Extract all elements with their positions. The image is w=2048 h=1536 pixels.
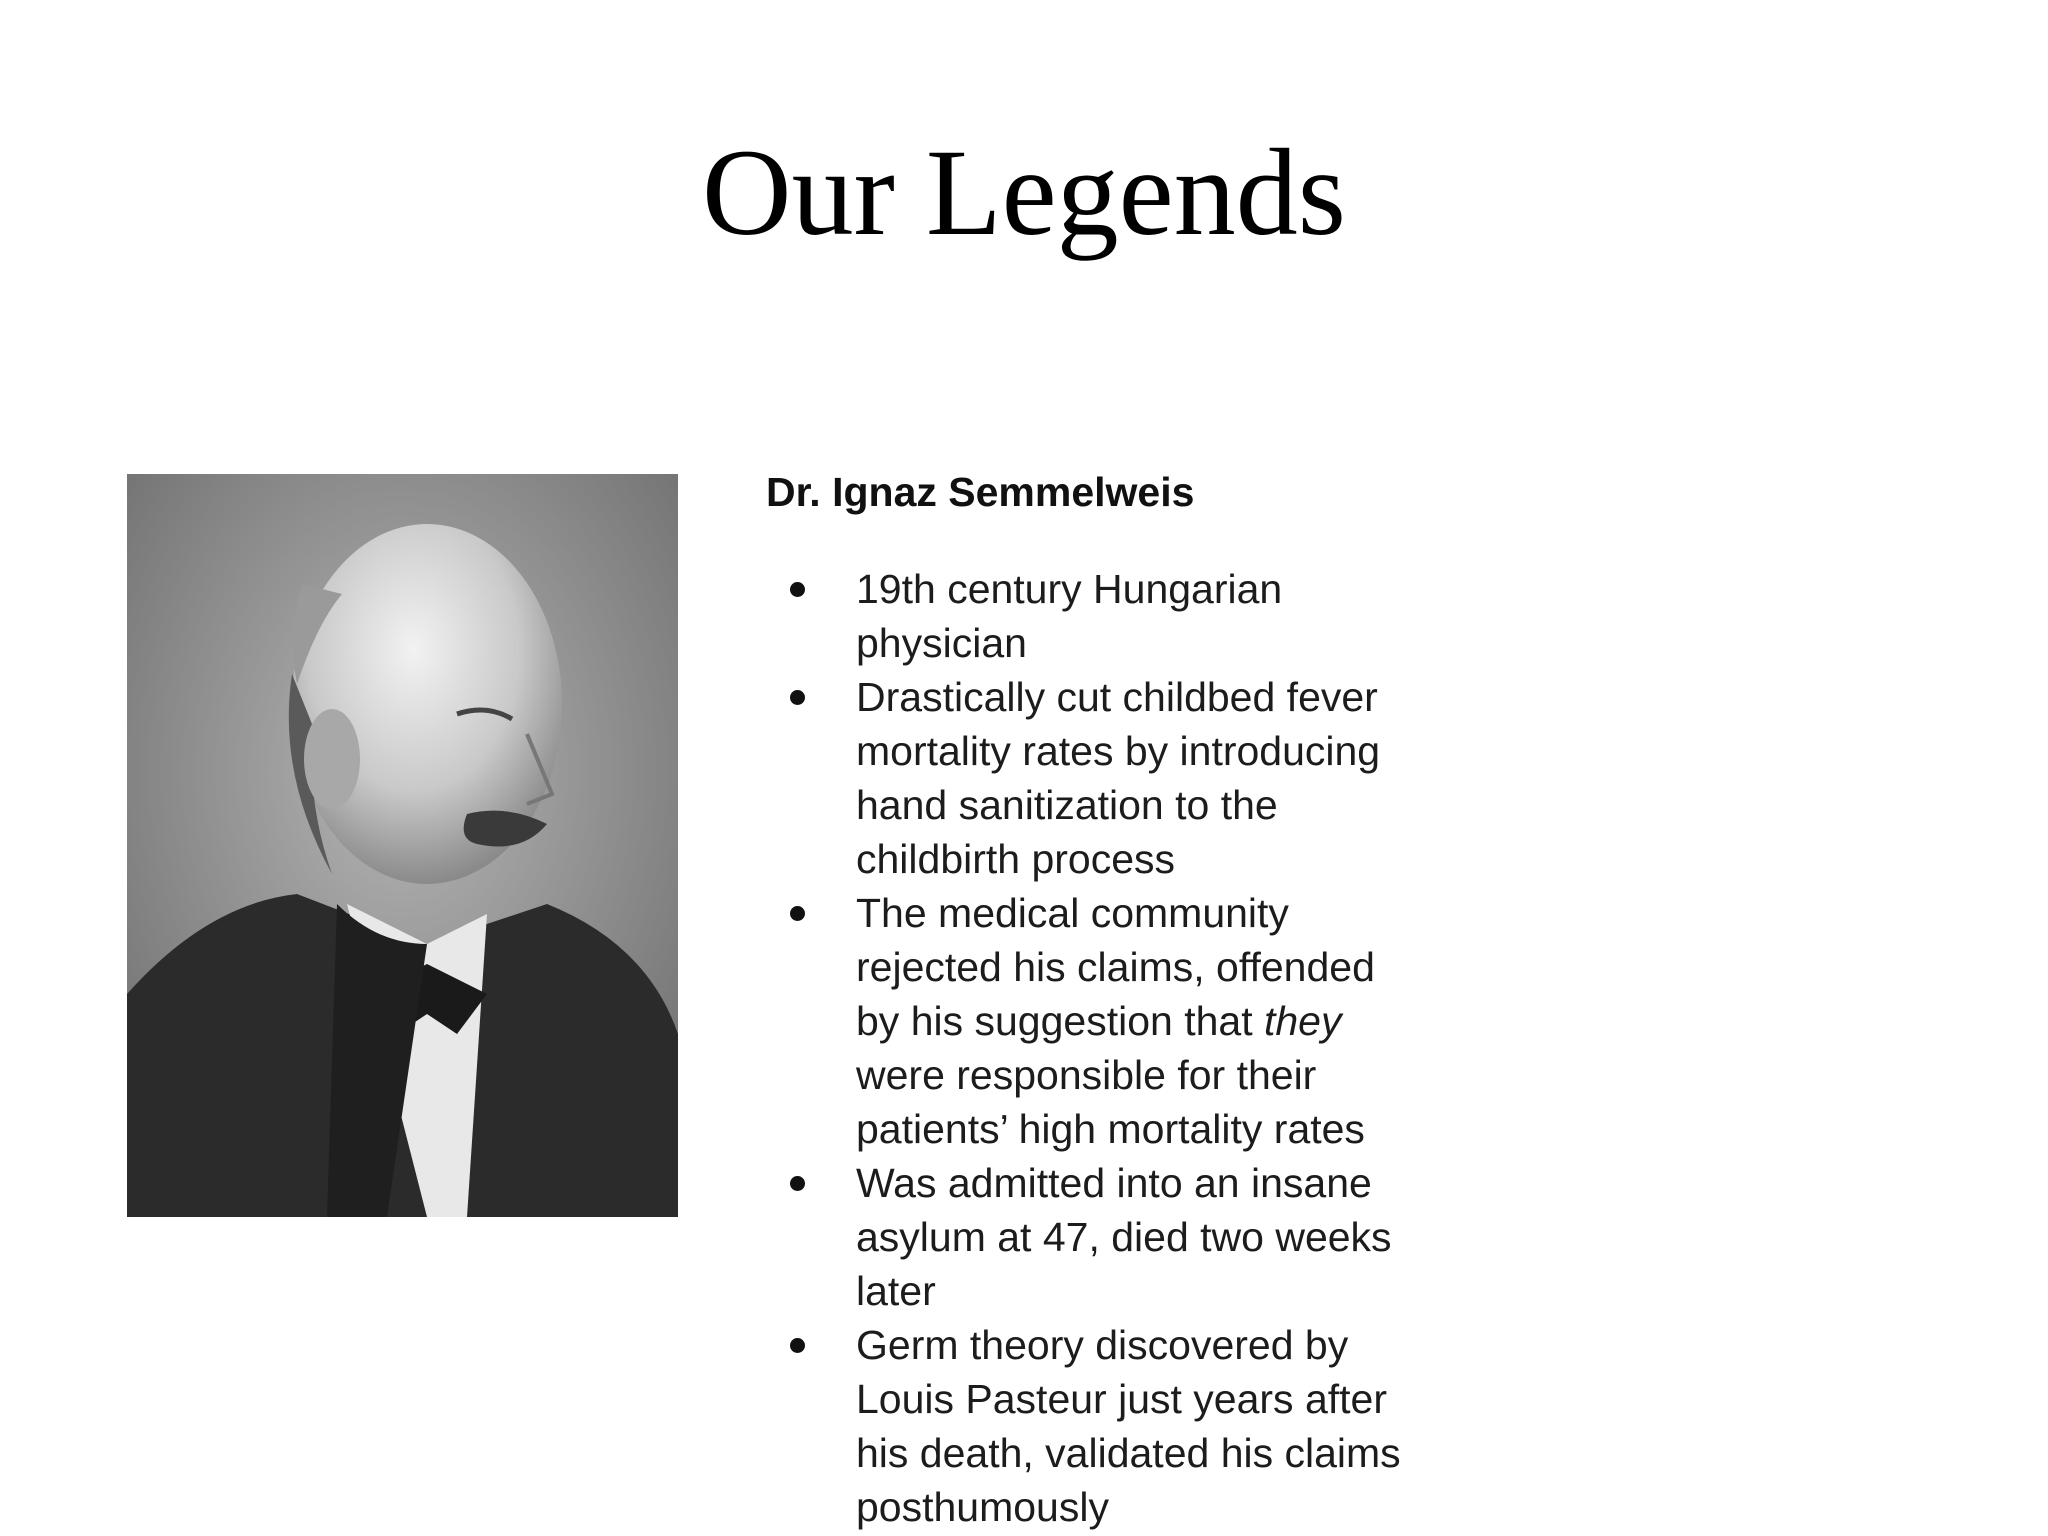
profile-text-block [766, 462, 1866, 1534]
bullet-text [856, 890, 1375, 1152]
bullet-dot-icon [790, 1338, 805, 1353]
bullet-dot-icon [790, 906, 805, 921]
portrait-photo-icon [127, 474, 678, 1217]
bullet-dot-icon [790, 1176, 805, 1191]
bullet-text: Drastically cut childbed fever mortality rates by introducing hand sanitization to the childbirth process [856, 674, 1381, 882]
bullet-item [766, 1156, 1416, 1318]
bullet-item [766, 670, 1416, 886]
bullet-dot-icon [790, 690, 805, 705]
bullet-list [766, 562, 1866, 1534]
bullet-text: Was admitted into an insane asylum at 47, died two weeks later [856, 1160, 1392, 1314]
bullet-item [766, 562, 1416, 670]
bullet-text: Germ theory discovered by Louis Pasteur just years after his death, validated his claims posthumously [856, 1322, 1401, 1530]
bullet-text-emphasis: they [1263, 998, 1342, 1044]
portrait-illustration [127, 474, 678, 1217]
bullet-dot-icon [790, 582, 805, 597]
profile-name: Dr. Ignaz Semmelweis [766, 469, 1195, 515]
bullet-text: 19th century Hungarian physician [856, 566, 1283, 666]
bullet-text-suffix: were responsible for their patients’ high mortality rates [856, 1052, 1365, 1152]
slide-title: Our Legends [702, 124, 1346, 261]
bullet-text-prefix: The medical community rejected his claims, offended by his suggestion that [856, 890, 1375, 1044]
bullet-item [766, 886, 1416, 1156]
bullet-item [766, 1318, 1416, 1534]
